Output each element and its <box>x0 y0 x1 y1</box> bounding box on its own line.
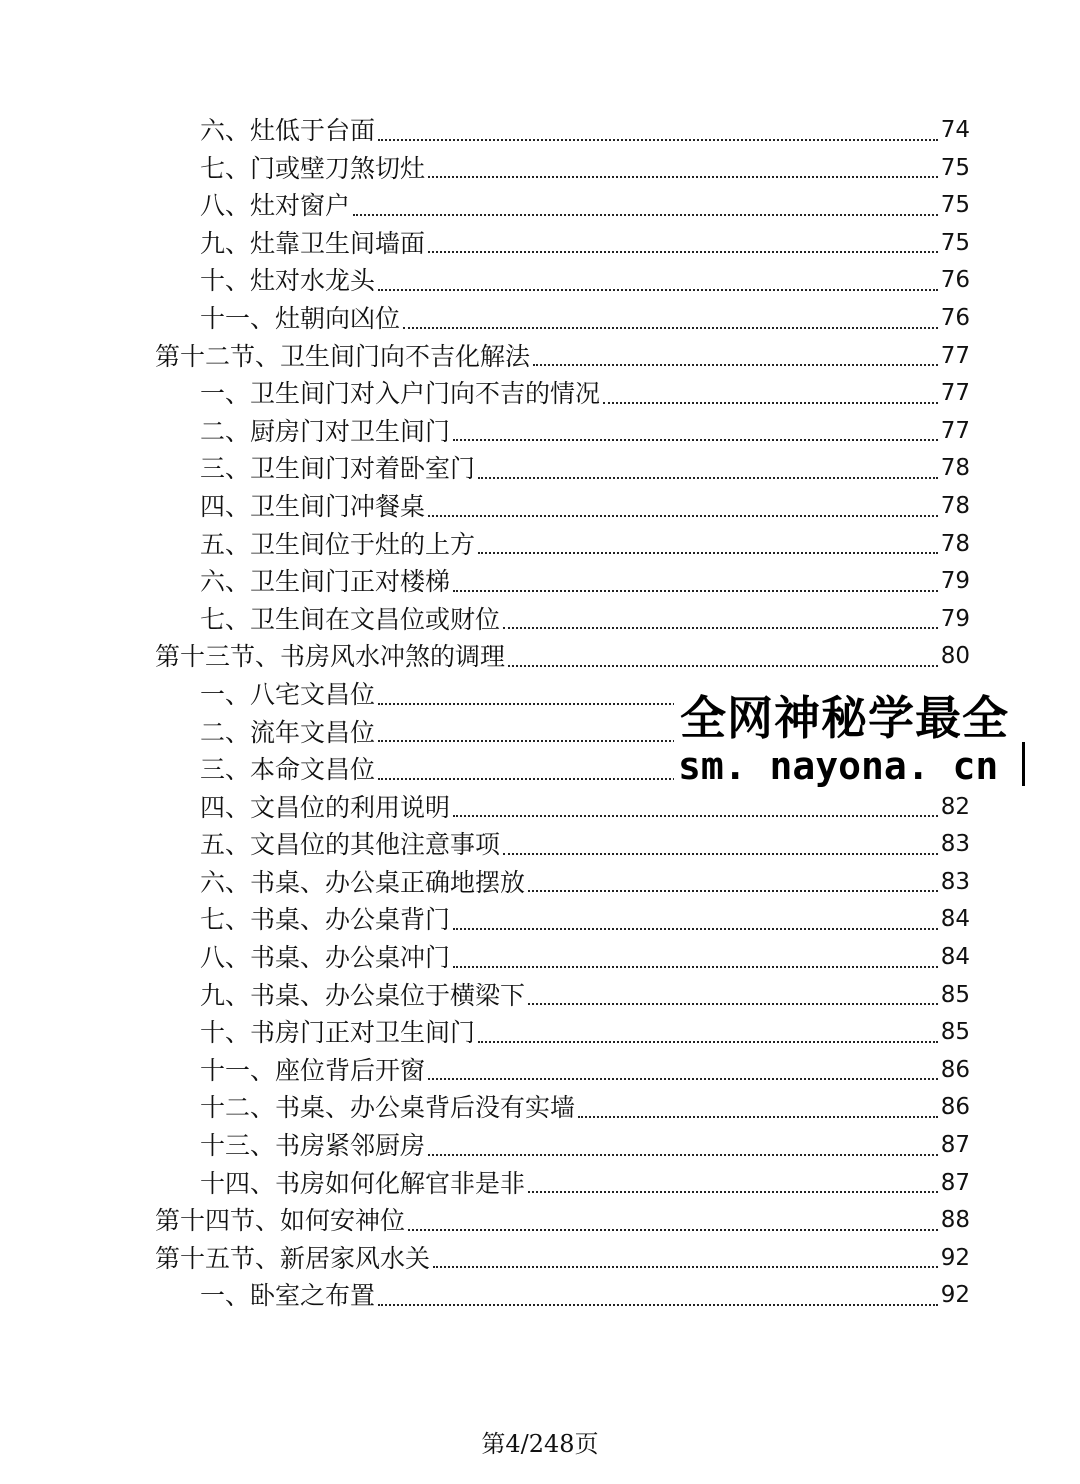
toc-entry-title: 一、八宅文昌位 <box>200 679 376 709</box>
toc-entry[interactable] <box>155 826 970 864</box>
toc-entry[interactable] <box>155 450 970 488</box>
toc-entry-title: 四、文昌位的利用说明 <box>200 792 451 822</box>
toc-dot-leader <box>528 1003 938 1005</box>
toc-entry-page: 79 <box>940 605 970 632</box>
toc-entry-page: 87 <box>940 1132 970 1159</box>
toc-entry[interactable] <box>155 1202 970 1240</box>
toc-entry-page: 80 <box>940 643 970 670</box>
toc-entry-page: 76 <box>940 267 970 294</box>
toc-entry-title: 九、书桌、办公桌位于横梁下 <box>200 980 526 1010</box>
toc-entry-page: 84 <box>940 906 970 933</box>
watermark-overlay <box>674 680 1074 792</box>
toc-entry[interactable] <box>155 977 970 1015</box>
toc-dot-leader <box>378 139 938 141</box>
toc-entry[interactable] <box>155 413 970 451</box>
watermark-title: 全网神秘学最全 <box>680 691 1009 745</box>
toc-entry[interactable] <box>155 864 970 902</box>
toc-entry-page: 78 <box>940 455 970 482</box>
toc-dot-leader <box>478 1041 938 1043</box>
toc-entry[interactable] <box>155 1127 970 1165</box>
toc-entry-title: 七、书桌、办公桌背门 <box>200 905 451 935</box>
toc-entry-title: 八、书桌、办公桌冲门 <box>200 943 451 973</box>
toc-entry[interactable] <box>155 225 970 263</box>
toc-entry-page: 84 <box>940 944 970 971</box>
toc-dot-leader <box>428 176 938 178</box>
toc-entry-title: 七、卫生间在文昌位或财位 <box>200 604 501 634</box>
page-number-footer: 第4/248页 <box>481 1430 599 1458</box>
toc-entry-title: 第十三节、书房风水冲煞的调理 <box>155 642 506 672</box>
toc-dot-leader <box>453 439 938 441</box>
toc-dot-leader <box>428 1078 938 1080</box>
toc-dot-leader <box>408 1229 938 1231</box>
toc-entry[interactable] <box>155 300 970 338</box>
toc-entry-title: 十一、座位背后开窗 <box>200 1055 426 1085</box>
toc-entry-title: 八、灶对窗户 <box>200 191 351 221</box>
toc-entry[interactable] <box>155 187 970 225</box>
toc-entry[interactable] <box>155 338 970 376</box>
toc-entry[interactable] <box>155 1014 970 1052</box>
toc-entry[interactable] <box>155 1165 970 1203</box>
toc-entry-title: 第十四节、如何安神位 <box>155 1206 406 1236</box>
toc-entry-page: 86 <box>940 1056 970 1083</box>
toc-entry[interactable] <box>155 789 970 827</box>
toc-entry-page: 86 <box>940 1094 970 1121</box>
toc-dot-leader <box>453 966 938 968</box>
toc-entry[interactable] <box>155 262 970 300</box>
toc-dot-leader <box>403 327 938 329</box>
toc-entry-page: 75 <box>940 192 970 219</box>
toc-dot-leader <box>453 590 938 592</box>
toc-entry-page: 79 <box>940 568 970 595</box>
toc-dot-leader <box>478 552 938 554</box>
toc-entry-page: 76 <box>940 304 970 331</box>
toc-entry-title: 六、书桌、办公桌正确地摆放 <box>200 867 526 897</box>
toc-dot-leader <box>503 627 938 629</box>
toc-entry[interactable] <box>155 112 970 150</box>
toc-entry-title: 十三、书房紧邻厨房 <box>200 1131 426 1161</box>
text-cursor <box>1022 742 1025 786</box>
toc-entry[interactable] <box>155 488 970 526</box>
toc-entry-page: 78 <box>940 492 970 519</box>
toc-entry-title: 第十二节、卫生间门向不吉化解法 <box>155 341 531 371</box>
toc-entry-title: 七、门或壁刀煞切灶 <box>200 153 426 183</box>
toc-entry-page: 75 <box>940 154 970 181</box>
toc-entry-title: 十二、书桌、办公桌背后没有实墙 <box>200 1093 576 1123</box>
toc-dot-leader <box>428 515 938 517</box>
toc-dot-leader <box>378 289 938 291</box>
toc-entry[interactable] <box>155 1089 970 1127</box>
toc-entry-title: 六、卫生间门正对楼梯 <box>200 567 451 597</box>
toc-entry-title: 十、灶对水龙头 <box>200 266 376 296</box>
toc-entry[interactable] <box>155 939 970 977</box>
toc-dot-leader <box>533 364 938 366</box>
toc-entry-title: 第十五节、新居家风水关 <box>155 1243 431 1273</box>
toc-entry-page: 88 <box>940 1207 970 1234</box>
toc-entry-title: 二、流年文昌位 <box>200 717 376 747</box>
toc-entry-title: 五、文昌位的其他注意事项 <box>200 830 501 860</box>
toc-entry[interactable] <box>155 526 970 564</box>
toc-entry-title: 十一、灶朝向凶位 <box>200 303 401 333</box>
toc-dot-leader <box>453 815 938 817</box>
toc-dot-leader <box>428 251 938 253</box>
toc-entry[interactable] <box>155 638 970 676</box>
toc-entry-title: 三、卫生间门对着卧室门 <box>200 454 476 484</box>
toc-dot-leader <box>578 1116 938 1118</box>
toc-dot-leader <box>428 1154 938 1156</box>
toc-entry-title: 三、本命文昌位 <box>200 755 376 785</box>
toc-entry[interactable] <box>155 563 970 601</box>
toc-entry-page: 77 <box>940 342 970 369</box>
toc-entry[interactable] <box>155 1277 970 1315</box>
toc-dot-leader <box>453 928 938 930</box>
toc-entry-title: 十四、书房如何化解官非是非 <box>200 1168 526 1198</box>
toc-entry-page: 83 <box>940 868 970 895</box>
watermark-url: sm. nayona. cn <box>678 744 999 788</box>
toc-entry[interactable] <box>155 150 970 188</box>
toc-entry-title: 一、卧室之布置 <box>200 1281 376 1311</box>
toc-entry[interactable] <box>155 375 970 413</box>
toc-entry-title: 二、厨房门对卫生间门 <box>200 416 451 446</box>
toc-entry-page: 77 <box>940 380 970 407</box>
toc-entry-page: 75 <box>940 229 970 256</box>
toc-dot-leader <box>378 1304 938 1306</box>
toc-entry-page: 92 <box>940 1282 970 1309</box>
toc-dot-leader <box>353 214 938 216</box>
toc-entry[interactable] <box>155 1240 970 1278</box>
toc-entry[interactable] <box>155 1052 970 1090</box>
toc-entry-title: 六、灶低于台面 <box>200 116 376 145</box>
toc-entry-page: 85 <box>940 981 970 1008</box>
toc-entry-title: 四、卫生间门冲餐桌 <box>200 491 426 521</box>
toc-entry-page: 92 <box>940 1244 970 1271</box>
toc-dot-leader <box>508 665 938 667</box>
toc-entry-page: 78 <box>940 530 970 557</box>
toc-entry-page: 83 <box>940 831 970 858</box>
toc-entry-page: 85 <box>940 1019 970 1046</box>
toc-dot-leader <box>603 402 938 404</box>
toc-entry[interactable] <box>155 601 970 639</box>
toc-dot-leader <box>478 477 938 479</box>
toc-entry-title: 九、灶靠卫生间墙面 <box>200 228 426 258</box>
toc-dot-leader <box>528 1191 938 1193</box>
toc-entry-page: 87 <box>940 1169 970 1196</box>
toc-entry-title: 一、卫生间门对入户门向不吉的情况 <box>200 379 601 409</box>
toc-entry-page: 74 <box>940 117 970 143</box>
toc-dot-leader <box>503 853 938 855</box>
toc-entry-page: 77 <box>940 417 970 444</box>
toc-entry-title: 五、卫生间位于灶的上方 <box>200 529 476 559</box>
toc-entry-page: 82 <box>940 793 970 820</box>
toc-dot-leader <box>433 1266 938 1268</box>
toc-dot-leader <box>528 890 938 892</box>
toc-entry[interactable] <box>155 901 970 939</box>
toc-entry-title: 十、书房门正对卫生间门 <box>200 1018 476 1048</box>
